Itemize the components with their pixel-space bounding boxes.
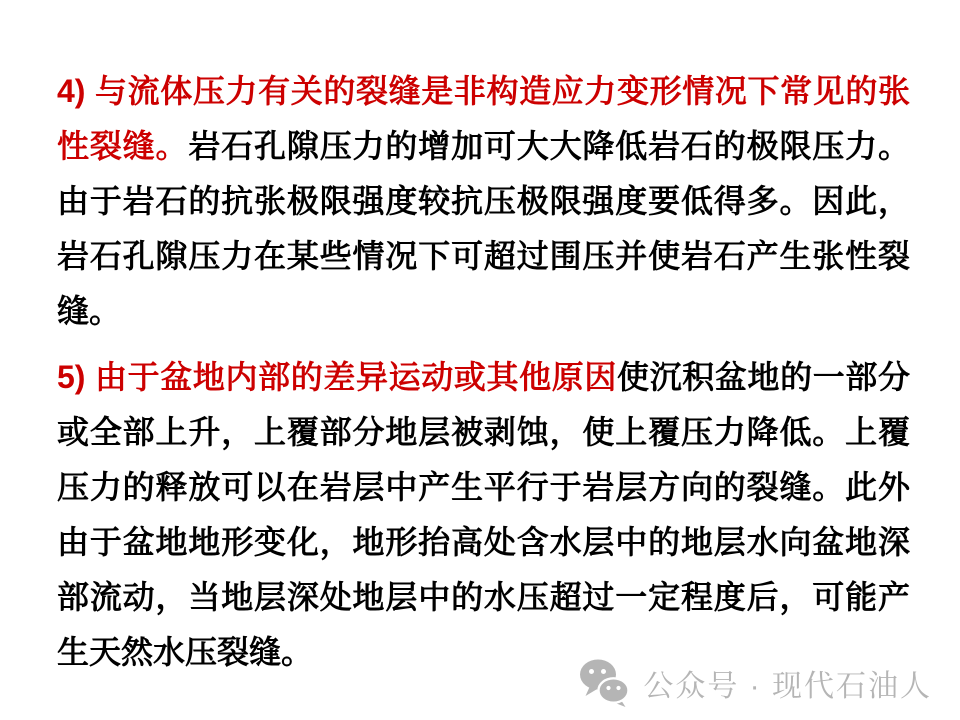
- paragraph-5: [57, 350, 910, 680]
- text-line: [57, 119, 910, 174]
- text-line: [57, 284, 910, 339]
- text-segment: 由于盆地地形变化，地形抬高处含水层中的地层水向盆地深: [57, 524, 910, 560]
- text-segment: 4) 与流体压力有关的裂缝是非构造应力变形情况下常见的张: [57, 73, 910, 109]
- text-segment: 使沉积盆地的一部分: [616, 359, 910, 395]
- paragraph-4: [57, 64, 910, 339]
- text-line: [57, 460, 910, 515]
- text-line: [57, 570, 910, 625]
- text-segment: 由于岩石的抗张极限强度较抗压极限强度要低得多。因此，: [57, 183, 910, 219]
- text-segment: 缝。: [57, 293, 122, 329]
- watermark-text: 公众号 · 现代石油人: [643, 670, 932, 703]
- text-segment: 岩石孔隙压力的增加可大大降低岩石的极限压力。: [188, 128, 910, 164]
- text-line: [57, 350, 910, 405]
- text-segment: 岩石孔隙压力在某些情况下可超过围压并使岩石产生张性裂: [57, 238, 910, 274]
- text-segment: 部流动，当地层深处地层中的水压超过一定程度后，可能产: [57, 579, 910, 615]
- text-segment: 生天然水压裂缝。: [57, 634, 314, 670]
- text-line: [57, 174, 910, 229]
- text-line: [57, 229, 910, 284]
- text-line: [57, 405, 910, 460]
- wechat-icon: [579, 658, 631, 708]
- text-segment: 5) 由于盆地内部的差异运动或其他原因: [57, 359, 617, 395]
- text-segment: 性裂缝。: [57, 128, 189, 164]
- text-line: [57, 515, 910, 570]
- text-content: [57, 64, 910, 691]
- wechat-watermark: [579, 658, 932, 708]
- text-segment: 或全部上升，上覆部分地层被剥蚀，使上覆压力降低。上覆: [57, 414, 910, 450]
- text-segment: 压力的释放可以在岩层中产生平行于岩层方向的裂缝。此外: [57, 469, 910, 505]
- text-line: [57, 64, 910, 119]
